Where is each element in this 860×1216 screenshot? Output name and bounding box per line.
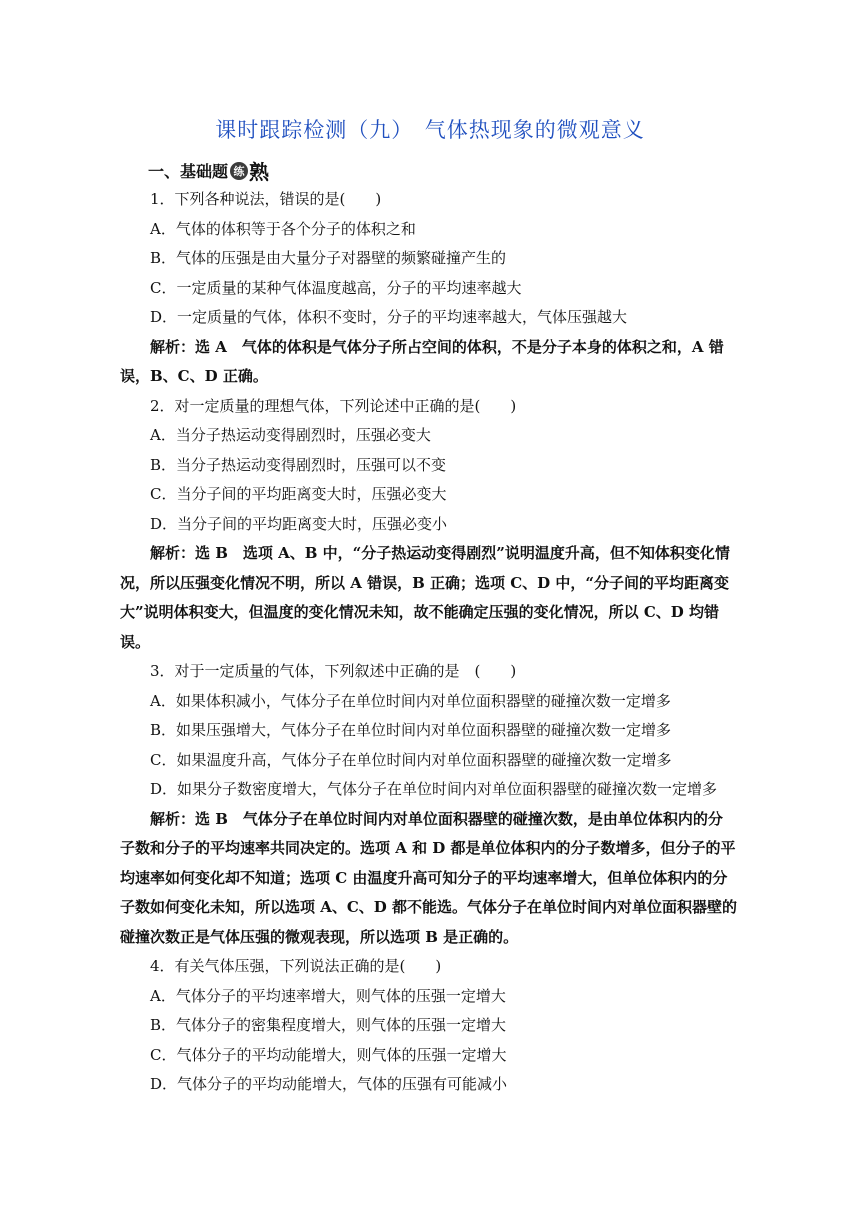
analysis xyxy=(120,539,740,657)
option-c: C．一定质量的某种气体温度越高，分子的平均速率越大 xyxy=(150,278,522,297)
option-b: B．气体分子的密集程度增大，则气体的压强一定增大 xyxy=(150,1016,507,1034)
question-4 xyxy=(120,952,740,1100)
analysis-line: 子数和分子的平均速率共同决定的。选项 A 和 D 都是单位体积内的分子数增多，但分子的平 xyxy=(120,839,736,857)
badge-big-char: 熟 xyxy=(249,160,270,184)
question-1 xyxy=(120,185,740,392)
question-2 xyxy=(120,392,740,658)
option-d: D．如果分子数密度增大，气体分子在单位时间内对单位面积器壁的碰撞次数一定增多 xyxy=(150,780,718,798)
analysis-line: 选 B 气体分子在单位时间内对单位面积器壁的碰撞次数，是由单位体积内的分 xyxy=(195,809,723,828)
question-list xyxy=(120,185,740,1100)
option-b: B．如果压强增大，气体分子在单位时间内对单位面积器壁的碰撞次数一定增多 xyxy=(150,721,672,739)
option-c: C．如果温度升高，气体分子在单位时间内对单位面积器壁的碰撞次数一定增多 xyxy=(150,750,672,769)
option-d: D．气体分子的平均动能增大，气体的压强有可能减小 xyxy=(150,1075,508,1093)
page-title: 课时跟踪检测（九） 气体热现象的微观意义 xyxy=(215,118,645,142)
analysis-label: 解析： xyxy=(150,809,196,828)
analysis-line: 误。 xyxy=(120,632,151,651)
option-c: C．当分子间的平均距离变大时，压强必变大 xyxy=(150,485,447,503)
option-c: C．气体分子的平均动能增大，则气体的压强一定增大 xyxy=(150,1045,507,1064)
analysis-label: 解析： xyxy=(150,337,196,356)
option-d: D．当分子间的平均距离变大时，压强必变小 xyxy=(150,514,448,533)
question-stem: 2．对一定质量的理想气体，下列论述中正确的是( ) xyxy=(150,396,517,415)
analysis-line: 大”说明体积变大，但温度的变化情况未知，故不能确定压强的变化情况，所以 C、D 均错 xyxy=(120,603,720,621)
analysis-line: 况，所以压强变化情况不明，所以 A 错误，B 正确；选项 C、D 中，“分子间的平均距离变 xyxy=(120,573,730,592)
question-stem: 1．下列各种说法，错误的是( ) xyxy=(150,190,382,208)
analysis-line: 碰撞次数正是气体压强的微观表现，所以选项 B 是正确的。 xyxy=(120,927,519,946)
option-a: A．气体分子的平均速率增大，则气体的压强一定增大 xyxy=(150,986,506,1005)
analysis-line: 均速率如何变化却不知道；选项 C 由温度升高可知分子的平均速率增大，但单位体积内的分 xyxy=(120,868,728,887)
option-a: A．如果体积减小，气体分子在单位时间内对单位面积器壁的碰撞次数一定增多 xyxy=(150,691,671,710)
section-heading xyxy=(148,156,269,185)
option-d: D．一定质量的气体，体积不变时，分子的平均速率越大，气体压强越大 xyxy=(150,308,628,326)
section-label: 一、基础题 xyxy=(148,162,229,181)
practice-badge-icon xyxy=(230,156,269,185)
option-a: A．气体的体积等于各个分子的体积之和 xyxy=(150,219,416,238)
analysis-line: 子数如何变化未知，所以选项 A、C、D 都不能选。气体分子在单位时间内对单位面积器壁的 xyxy=(120,898,738,916)
analysis-line: 选 A 气体的体积是气体分子所占空间的体积，不是分子本身的体积之和，A 错 xyxy=(195,337,724,356)
question-stem: 4．有关气体压强，下列说法正确的是( ) xyxy=(150,957,442,975)
option-b: B．气体的压强是由大量分子对器壁的频繁碰撞产生的 xyxy=(150,249,507,267)
analysis-label: 解析： xyxy=(150,544,196,562)
analysis xyxy=(120,805,740,953)
question-stem: 3．对于一定质量的气体，下列叙述中正确的是 ( ) xyxy=(150,662,517,680)
question-3 xyxy=(120,657,740,952)
option-a: A．当分子热运动变得剧烈时，压强必变大 xyxy=(150,426,431,444)
analysis xyxy=(120,333,740,392)
analysis-line: 选 B 选项 A、B 中，“分子热运动变得剧烈”说明温度升高，但不知体积变化情 xyxy=(195,544,730,562)
analysis-line: 误，B、C、D 正确。 xyxy=(120,367,268,385)
option-b: B．当分子热运动变得剧烈时，压强可以不变 xyxy=(150,455,447,474)
badge-small-char: 练 xyxy=(230,162,248,180)
